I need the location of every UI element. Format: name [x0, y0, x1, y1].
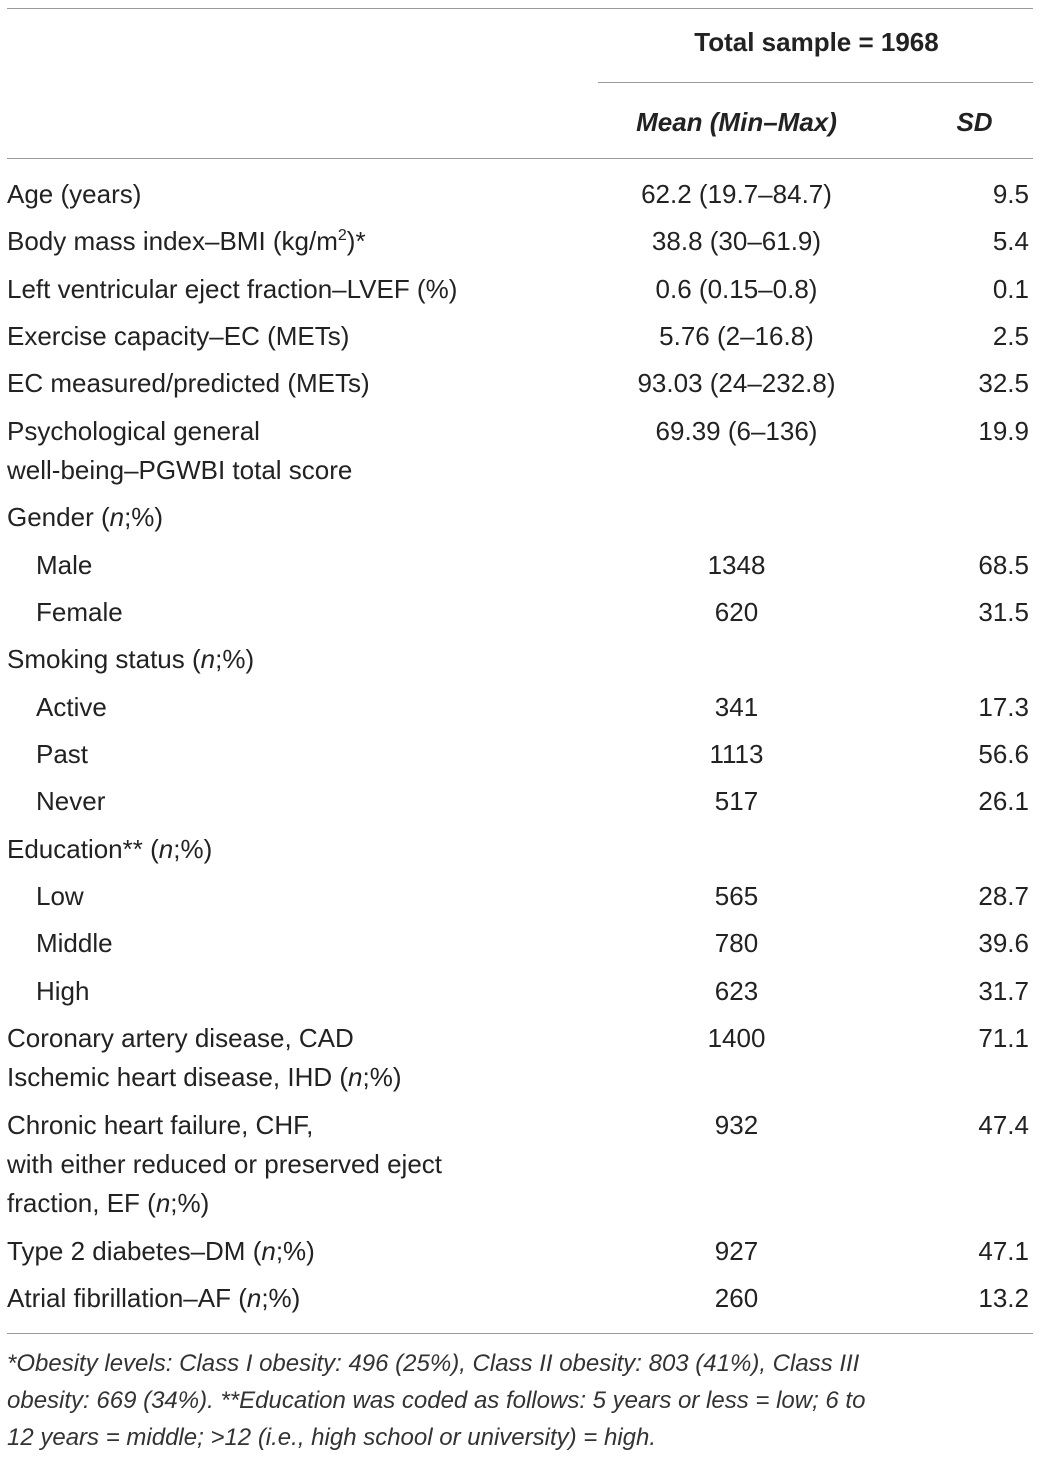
mean-column-header: Mean (Min–Max): [636, 107, 837, 137]
af-label-tail: ;%): [261, 1283, 301, 1313]
row-label-gender: [7, 498, 163, 537]
value-past-pct: 56.6: [978, 739, 1029, 769]
gender-label-tail: ;%): [124, 502, 164, 532]
bmi-label-tail: )*: [346, 226, 366, 256]
row-label-never: Never: [36, 786, 106, 816]
row-label-lvef: Left ventricular eject fraction–LVEF (%): [7, 274, 458, 304]
af-label-text: Atrial fibrillation–AF (: [7, 1283, 247, 1313]
value-female-pct: 31.5: [978, 597, 1029, 627]
education-label-tail: ;%): [173, 834, 213, 864]
value-high-pct: 31.7: [978, 976, 1029, 1006]
smoking-label-n: n: [200, 644, 216, 674]
row-label-dm: [7, 1232, 315, 1271]
value-middle-n: 780: [714, 928, 759, 958]
value-chf-n: 932: [714, 1110, 759, 1140]
value-active-pct: 17.3: [978, 692, 1029, 722]
row-label-chf-line2: with either reduced or preserved eject: [7, 1149, 443, 1179]
value-age-mean: 62.2 (19.7–84.7): [641, 179, 832, 209]
chf-label-n: n: [155, 1188, 171, 1218]
table-bottom-rule: [7, 1333, 1033, 1334]
value-af-pct: 13.2: [978, 1283, 1029, 1313]
value-pgwbi-mean: 69.39 (6–136): [655, 416, 818, 446]
bmi-label-superscript: 2: [337, 227, 347, 244]
bmi-label-text: Body mass index–BMI (kg/m: [7, 226, 338, 256]
header-sub-rule: [598, 82, 1033, 83]
dm-label-tail: ;%): [275, 1236, 315, 1266]
row-label-chf-line3: [7, 1184, 209, 1223]
footnote-line-3: 12 years = middle; >12 (i.e., high school or university) = high.: [7, 1424, 657, 1451]
value-female-n: 620: [714, 597, 759, 627]
chf-label-tail: ;%): [170, 1188, 210, 1218]
row-label-bmi: [7, 222, 366, 261]
gender-label-text: Gender (: [7, 502, 110, 532]
value-dm-n: 927: [714, 1236, 759, 1266]
value-age-sd: 9.5: [992, 179, 1029, 209]
row-label-middle: Middle: [36, 928, 113, 958]
value-low-pct: 28.7: [978, 881, 1029, 911]
smoking-label-tail: ;%): [215, 644, 255, 674]
value-middle-pct: 39.6: [978, 928, 1029, 958]
value-cad-n: 1400: [707, 1023, 766, 1053]
value-dm-pct: 47.1: [978, 1236, 1029, 1266]
cad-label-n: n: [348, 1062, 363, 1092]
row-label-cad-line1: Coronary artery disease, CAD: [7, 1023, 354, 1053]
dm-label-text: Type 2 diabetes–DM (: [7, 1236, 262, 1266]
row-label-ec: Exercise capacity–EC (METs): [7, 321, 350, 351]
row-label-female: Female: [36, 597, 123, 627]
table-footnote: [7, 1345, 1033, 1456]
row-label-active: Active: [36, 692, 107, 722]
value-af-n: 260: [714, 1283, 759, 1313]
value-ec-sd: 2.5: [992, 321, 1029, 351]
dm-label-n: n: [261, 1236, 276, 1266]
row-label-high: High: [36, 976, 90, 1006]
footnote-line-2: obesity: 669 (34%). **Education was coded as follows: 5 years or less = low; 6 to: [7, 1387, 866, 1414]
value-ec-mean: 5.76 (2–16.8): [659, 321, 814, 351]
cad-label-text: Ischemic heart disease, IHD (: [7, 1062, 349, 1092]
row-label-age: Age (years): [7, 179, 142, 209]
value-cad-pct: 71.1: [978, 1023, 1029, 1053]
value-ec-ratio-sd: 32.5: [978, 368, 1029, 398]
top-rule: [7, 8, 1033, 9]
af-label-n: n: [246, 1283, 262, 1313]
value-chf-pct: 47.4: [978, 1110, 1029, 1140]
value-pgwbi-sd: 19.9: [978, 416, 1029, 446]
row-label-low: Low: [36, 881, 84, 911]
row-label-male: Male: [36, 550, 93, 580]
value-high-n: 623: [714, 976, 759, 1006]
value-never-n: 517: [714, 786, 759, 816]
row-label-education: [7, 830, 212, 869]
row-label-ec-ratio: EC measured/predicted (METs): [7, 368, 370, 398]
gender-label-n: n: [109, 502, 125, 532]
footnote-line-1: *Obesity levels: Class I obesity: 496 (25%), Class II obesity: 803 (41%), Class III: [7, 1350, 860, 1377]
row-label-cad-line2: [7, 1058, 401, 1097]
value-ec-ratio-mean: 93.03 (24–232.8): [637, 368, 836, 398]
value-lvef-sd: 0.1: [992, 274, 1029, 304]
row-label-af: [7, 1279, 300, 1318]
row-label-pgwbi-line1: Psychological general: [7, 416, 260, 446]
total-sample-header: Total sample = 1968: [694, 27, 939, 57]
header-bottom-rule: [7, 158, 1033, 159]
cad-label-tail: ;%): [362, 1062, 402, 1092]
value-active-n: 341: [714, 692, 759, 722]
value-past-n: 1113: [709, 739, 764, 769]
value-lvef-mean: 0.6 (0.15–0.8): [655, 274, 818, 304]
education-label-n: n: [158, 834, 174, 864]
row-label-pgwbi-line2: well-being–PGWBI total score: [7, 455, 353, 485]
row-label-past: Past: [36, 739, 89, 769]
sd-column-header: SD: [956, 107, 993, 137]
value-male-n: 1348: [707, 550, 766, 580]
value-bmi-sd: 5.4: [992, 226, 1029, 256]
education-label-text: Education** (: [7, 834, 159, 864]
chf-label-text: fraction, EF (: [7, 1188, 156, 1218]
row-label-chf-line1: Chronic heart failure, CHF,: [7, 1110, 314, 1140]
value-low-n: 565: [714, 881, 759, 911]
row-label-smoking: [7, 640, 254, 679]
value-never-pct: 26.1: [978, 786, 1029, 816]
value-bmi-mean: 38.8 (30–61.9): [651, 226, 822, 256]
smoking-label-text: Smoking status (: [7, 644, 201, 674]
value-male-pct: 68.5: [978, 550, 1029, 580]
